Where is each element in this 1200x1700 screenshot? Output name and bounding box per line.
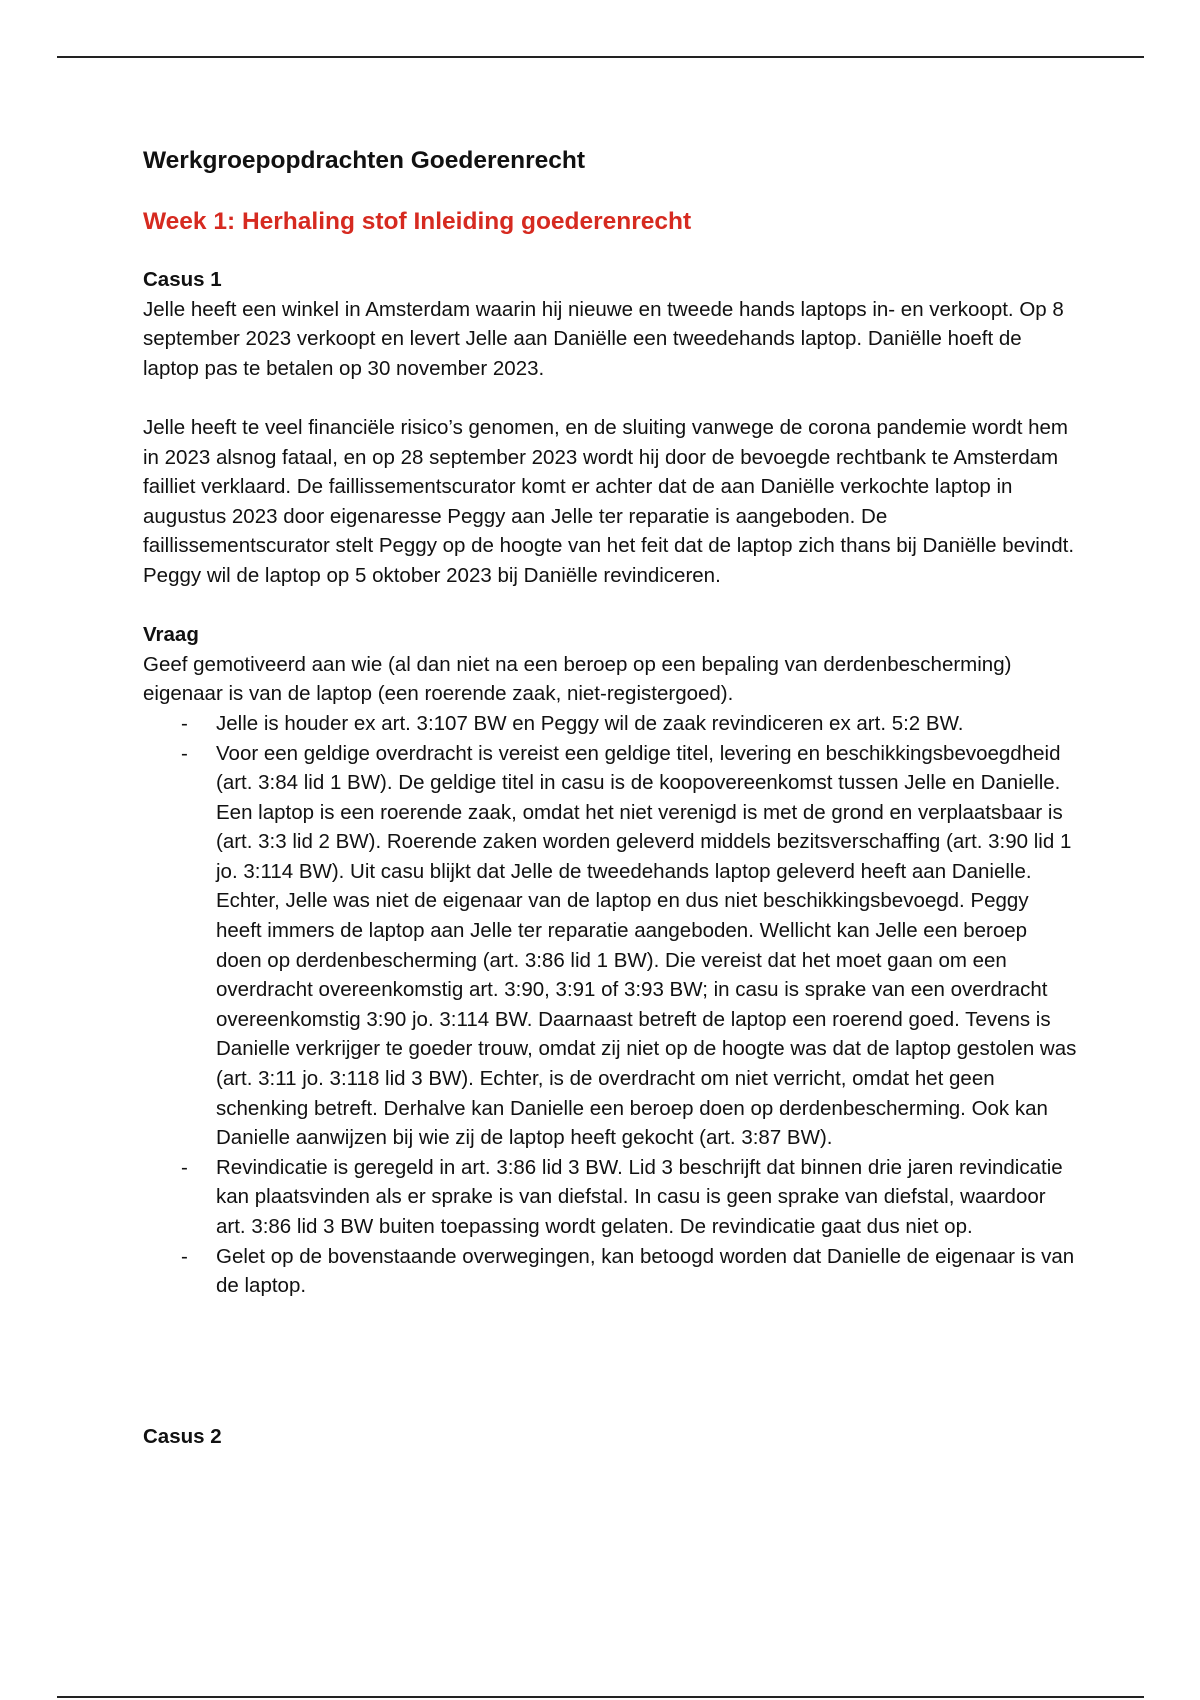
bullet-dash: - — [181, 1244, 188, 1268]
answer-item — [143, 709, 1078, 739]
paragraph-spacer — [143, 383, 1078, 413]
top-page-rule — [57, 56, 1144, 58]
answer-text: Jelle is houder ex art. 3:107 BW en Peggy wil de zaak revindiceren ex art. 5:2 BW. — [216, 711, 964, 735]
bullet-dash: - — [181, 741, 188, 765]
vraag-heading: Vraag — [143, 623, 199, 647]
vraag-text: Geef gemotiveerd aan wie (al dan niet na een beroep op een bepaling van derdenbescherming) eigenaar is van de laptop (een roerende zaak, niet-registergoed). — [143, 652, 1012, 706]
bullet-dash: - — [181, 1155, 188, 1179]
document-page — [143, 146, 1078, 1451]
answer-item — [143, 739, 1078, 1153]
answer-item — [143, 1153, 1078, 1242]
bullet-dash: - — [181, 711, 188, 735]
casus-1-paragraph-1: Jelle heeft een winkel in Amsterdam waarin hij nieuwe en tweede hands laptops in- en verkoopt. Op 8 september 2023 verkoopt en levert Jelle aan Daniëlle een tweedehands laptop. Daniëlle hoeft de laptop pas te betalen op 30 november 2023. — [143, 297, 1064, 380]
answer-text: Gelet op de bovenstaande overwegingen, kan betoogd worden dat Danielle de eigenaar is van de laptop. — [216, 1244, 1075, 1298]
answer-text: Revindicatie is geregeld in art. 3:86 lid 3 BW. Lid 3 beschrijft dat binnen drie jaren revindicatie kan plaatsvinden als er sprake is van diefstal. In casu is geen sprake van diefstal, waardoor art. 3:86 lid 3 BW buiten toepassing wordt gelaten. De revindicatie gaat dus niet op. — [216, 1155, 1063, 1238]
document-title: Werkgroepopdrachten Goederenrecht — [143, 147, 586, 174]
casus-1-paragraph-2: Jelle heeft te veel financiële risico’s genomen, en de sluiting vanwege de corona pandemie wordt hem in 2023 alsnog fataal, en op 28 september 2023 wordt hij door de bevoegde rechtbank te Amsterdam failliet verklaard. De faillissementscurator komt er achter dat de aan Daniëlle verkochte laptop in augustus 2023 door eigenaresse Peggy aan Jelle ter reparatie is aangeboden. De faillissementscurator stelt Peggy op de hoogte van het feit dat de laptop zich thans bij Daniëlle bevindt. Peggy wil de laptop op 5 oktober 2023 bij Daniëlle revindiceren. — [143, 415, 1075, 587]
casus-1-heading: Casus 1 — [143, 268, 222, 291]
answer-item — [143, 1242, 1078, 1301]
answer-text: Voor een geldige overdracht is vereist een geldige titel, levering en beschikkingsbevoegdheid (art. 3:84 lid 1 BW). De geldige titel in casu is de koopovereenkomst tussen Jelle en Danielle. Een laptop is een roerende zaak, omdat het niet verenigd is met de grond en verplaatsbaar is (art. 3:3 lid 2 BW). Roerende zaken worden geleverd middels bezitsverschaffing (art. 3:90 lid 1 jo. 3:114 BW). Uit casu blijkt dat Jelle de tweedehands laptop geleverd heeft aan Danielle. Echter, Jelle was niet de eigenaar van de laptop en dus niet beschikkingsbevoegd. Peggy heeft immers de laptop aan Jelle ter reparatie aangeboden. Wellicht kan Jelle een beroep doen op derdenbescherming (art. 3:86 lid 1 BW). Die vereist dat het moet gaan om een overdracht overeenkomstig art. 3:90, 3:91 of 3:93 BW; in casu is sprake van een overdracht overeenkomstig 3:90 jo. 3:114 BW. Daarnaast betreft de laptop een roerend goed. Tevens is Danielle verkrijger te goeder trouw, omdat zij niet op de hoogte was dat de laptop gestolen was (art. 3:11 jo. 3:118 lid 3 BW). Echter, is de overdracht om niet verricht, omdat het geen schenking betreft. Derhalve kan Danielle een beroep doen op derdenbescherming. Ook kan Danielle aanwijzen bij wie zij de laptop heeft gekocht (art. 3:87 BW). — [216, 741, 1077, 1150]
paragraph-spacer — [143, 591, 1078, 621]
casus-2-heading: Casus 2 — [143, 1424, 222, 1448]
week-heading: Week 1: Herhaling stof Inleiding goederenrecht — [143, 208, 692, 235]
bottom-page-rule — [57, 1696, 1144, 1698]
answer-list — [143, 709, 1078, 1301]
